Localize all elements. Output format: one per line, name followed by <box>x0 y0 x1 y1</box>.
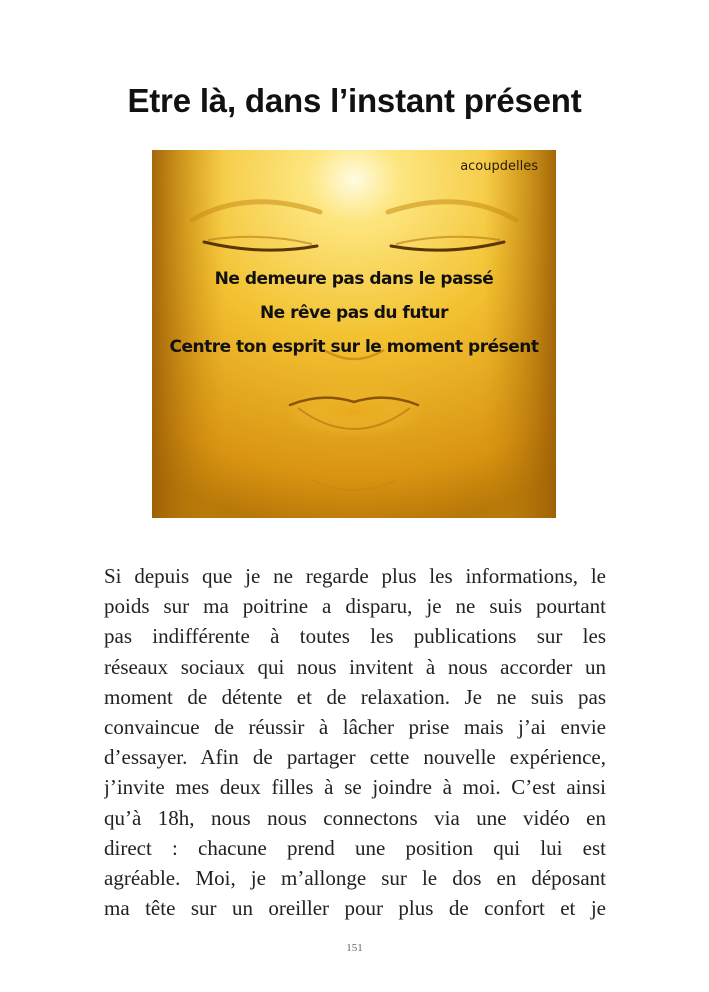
image-quote <box>152 262 556 364</box>
body-line: pas indifférente à toutes les publications sur les <box>104 624 606 649</box>
body-line: Si depuis que je ne regarde plus les informations, le <box>104 564 606 588</box>
body-line: d’essayer. Afin de partager cette nouvelle expérience, <box>104 745 606 770</box>
body-paragraph <box>104 561 606 923</box>
body-line: direct : chacune prend une position qui lui est <box>104 835 606 860</box>
body-line: moment de détente et de relaxation. Je ne suis pas <box>104 684 606 709</box>
body-line: réseaux sociaux qui nous invitent à nous accorder un <box>104 654 606 679</box>
body-line: agréable. Moi, je m’allonge sur le dos en déposant <box>104 865 606 890</box>
body-line: ma tête sur un oreiller pour plus de confort et je <box>104 896 606 921</box>
quote-line: Ne demeure pas dans le passé <box>214 269 494 289</box>
body-line: poids sur ma poitrine a disparu, je ne suis pourtant <box>104 594 606 619</box>
page-title: Etre là, dans l’instant présent <box>127 82 582 119</box>
page-number: 151 <box>346 942 363 954</box>
image-watermark: acoupdelles <box>460 159 538 174</box>
quote-line: Ne rêve pas du futur <box>259 303 449 323</box>
body-line: j’invite mes deux filles à se joindre à moi. C’est ainsi <box>104 775 606 800</box>
body-line: qu’à 18h, nous nous connectons via une vidéo en <box>104 805 606 830</box>
buddha-face-image <box>152 150 556 518</box>
quote-line: Centre ton esprit sur le moment présent <box>169 337 539 357</box>
body-line: convaincue de réussir à lâcher prise mais j’ai envie <box>104 714 606 739</box>
